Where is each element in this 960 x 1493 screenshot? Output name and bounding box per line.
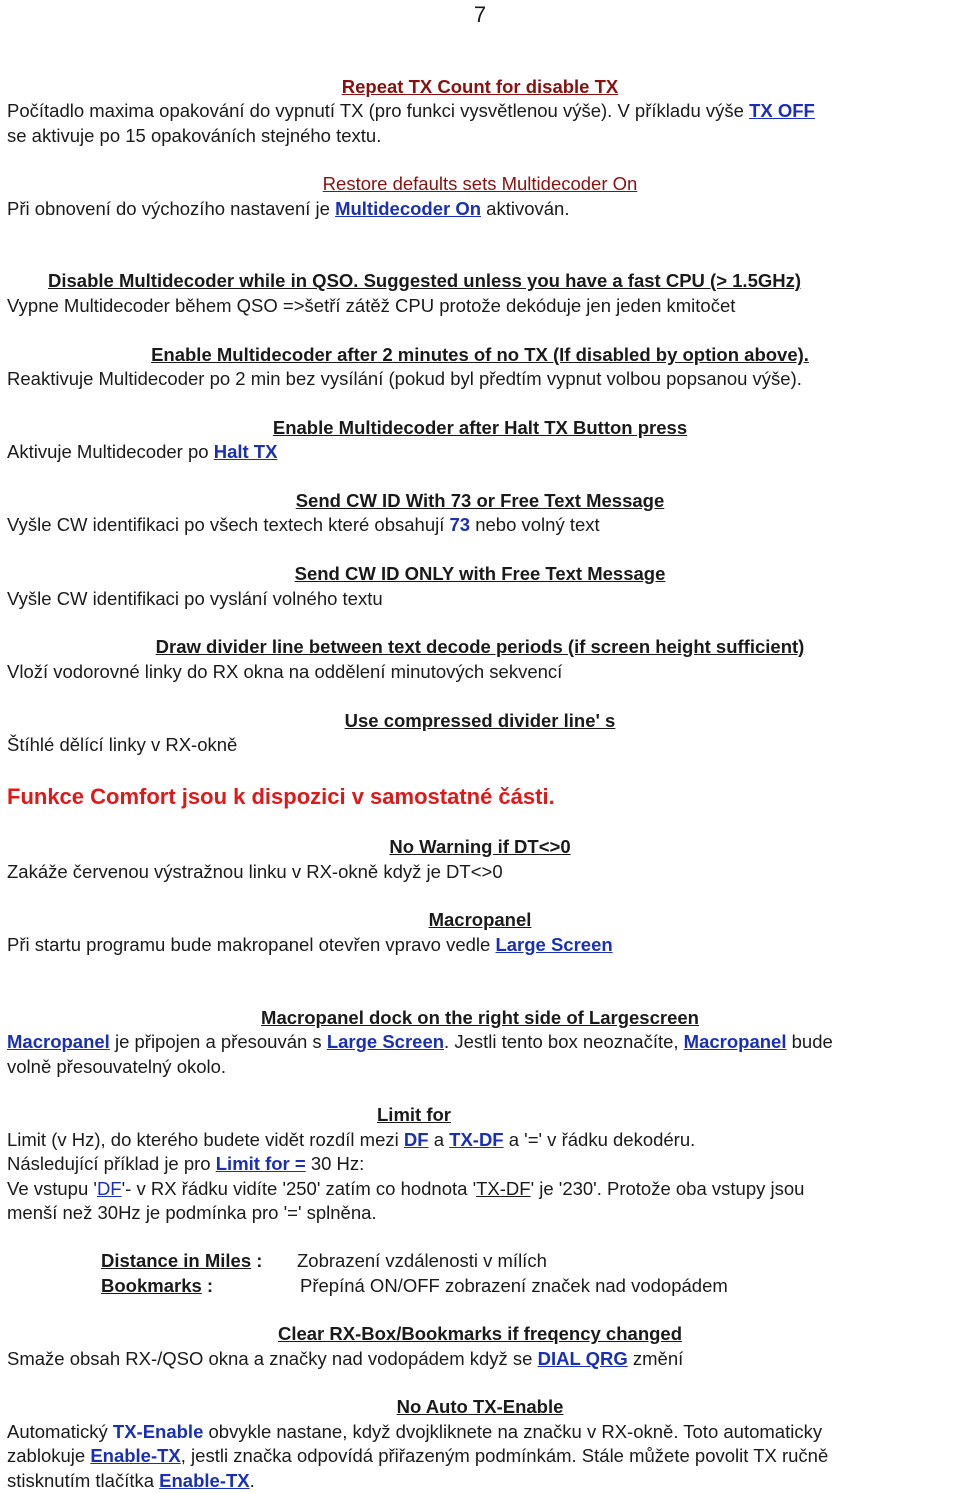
text-run: 30 Hz:	[305, 1153, 365, 1174]
text-run: Ve vstupu '	[7, 1178, 97, 1199]
paragraph-line	[7, 1347, 683, 1371]
link-df[interactable]: DF	[96, 1178, 122, 1199]
text-run: ' je '230'. Protože oba vstupy jsou	[530, 1178, 805, 1199]
text-run: .	[249, 1470, 255, 1491]
text-run: Smaže obsah RX-/QSO okna a značky nad vodopádem když se	[7, 1348, 538, 1369]
heading-limit-for: Limit for	[377, 1104, 451, 1125]
paragraph-line: Vyšle CW identifikaci po vyslání volného textu	[7, 588, 383, 609]
paragraph-line	[7, 513, 600, 537]
paragraph-line	[7, 440, 277, 464]
link-large-screen[interactable]: Large Screen	[326, 1031, 445, 1052]
text-run: nebo volný text	[470, 514, 600, 535]
paragraph-line	[7, 1177, 804, 1201]
bookmarks-row	[101, 1274, 213, 1298]
text-run: je připojen a přesouván s	[109, 1031, 327, 1052]
link-df[interactable]: DF	[403, 1129, 429, 1150]
paragraph-line: volně přesouvatelný okolo.	[7, 1056, 227, 1077]
heading-clear-rx-box: Clear RX-Box/Bookmarks if freqency changed	[277, 1323, 683, 1344]
bookmarks-label: Bookmarks	[101, 1275, 202, 1296]
text-run: zablokuje	[7, 1445, 91, 1466]
text-run: Vyšle CW identifikaci po všech textech které obsahují	[7, 514, 450, 535]
text-run: , jestli značka odpovídá přiřazeným podmínkám. Stále můžete povolit TX ručně	[180, 1445, 829, 1466]
heading-enable-after-2-min: Enable Multidecoder after 2 minutes of no TX (If disabled by option above).	[151, 344, 809, 365]
paragraph-line: Vypne Multidecoder během QSO =>šetří zátěž CPU protože dekóduje jen jeden kmitočet	[7, 295, 736, 316]
text-run: Následující příklad je pro	[7, 1153, 216, 1174]
text-run: a	[428, 1129, 450, 1150]
heading-no-warning-dt: No Warning if DT<>0	[389, 836, 571, 857]
heading-no-auto-tx-enable: No Auto TX-Enable	[396, 1396, 564, 1417]
text-run: Automatický	[7, 1421, 113, 1442]
paragraph-line	[7, 933, 613, 957]
heading-draw-divider-line: Draw divider line between text decode periods (if screen height sufficient)	[155, 636, 805, 657]
text-run: obvykle nastane, když dvojkliknete na značku v RX-okně. Toto automaticky	[203, 1421, 823, 1442]
paragraph-line	[7, 1030, 833, 1054]
heading-send-cw-id-73: Send CW ID With 73 or Free Text Message	[295, 490, 665, 511]
link-macropanel[interactable]: Macropanel	[683, 1031, 787, 1052]
paragraph-line: menší než 30Hz je podmínka pro '=' splněna.	[7, 1202, 377, 1223]
text-run: Limit (v Hz), do kterého budete vidět rozdíl mezi	[7, 1129, 404, 1150]
link-enable-tx[interactable]: Enable-TX	[90, 1445, 181, 1466]
text-tx-df: TX-DF	[476, 1178, 531, 1199]
heading-compressed-divider: Use compressed divider line' s	[344, 710, 616, 731]
bookmarks-text: Přepíná ON/OFF zobrazení značek nad vodopádem	[300, 1275, 728, 1296]
link-macropanel[interactable]: Macropanel	[7, 1031, 110, 1052]
paragraph-line	[7, 1469, 255, 1493]
paragraph-line	[7, 1128, 695, 1152]
text-tx-enable: TX-Enable	[112, 1421, 204, 1442]
text-run: změní	[627, 1348, 684, 1369]
distance-in-miles-label: Distance in Miles	[101, 1250, 252, 1271]
heading-macropanel-dock: Macropanel dock on the right side of Largescreen	[261, 1007, 699, 1028]
text-run: Při startu programu bude makropanel otevřen vpravo vedle	[7, 934, 496, 955]
link-dial-qrg[interactable]: DIAL QRG	[537, 1348, 628, 1369]
distance-in-miles-row	[101, 1249, 262, 1273]
paragraph-line: Zakáže červenou výstražnou linku v RX-okně když je DT<>0	[7, 861, 503, 882]
comfort-notice: Funkce Comfort jsou k dispozici v samostatné části.	[7, 784, 555, 809]
text-run: bude	[786, 1031, 833, 1052]
link-multidecoder-on[interactable]: Multidecoder On	[335, 198, 482, 219]
heading-macropanel: Macropanel	[428, 909, 532, 930]
text-run: Při obnovení do výchozího nastavení je	[7, 198, 336, 219]
text-73: 73	[449, 514, 471, 535]
paragraph-line: Štíhlé dělící linky v RX-okně	[7, 734, 238, 755]
text-run: :	[251, 1250, 263, 1271]
distance-in-miles-text: Zobrazení vzdálenosti v mílích	[297, 1250, 547, 1271]
link-tx-off[interactable]: TX OFF	[749, 100, 815, 121]
text-run: :	[201, 1275, 214, 1296]
paragraph-line	[7, 99, 815, 123]
heading-send-cw-id-only: Send CW ID ONLY with Free Text Message	[294, 563, 666, 584]
heading-disable-multidecoder: Disable Multidecoder while in QSO. Suggested unless you have a fast CPU (> 1.5GHz)	[48, 270, 802, 291]
paragraph-line	[7, 1420, 822, 1444]
paragraph-line: Vloží vodorovné linky do RX okna na oddělení minutových sekvencí	[7, 661, 563, 682]
text-run: aktivován.	[481, 198, 570, 219]
paragraph-line: Reaktivuje Multidecoder po 2 min bez vysílání (pokud byl předtím vypnut volbou popsanou výše).	[7, 368, 802, 389]
paragraph-line	[7, 1444, 828, 1468]
heading-restore-defaults: Restore defaults sets Multidecoder On	[322, 173, 638, 194]
heading-enable-after-halt: Enable Multidecoder after Halt TX Button press	[272, 417, 688, 438]
text-run: Aktivuje Multidecoder po	[7, 441, 214, 462]
text-run: '- v RX řádku vidíte '250' zatím co hodnota '	[121, 1178, 477, 1199]
heading-repeat-tx-count: Repeat TX Count for disable TX	[341, 76, 619, 97]
link-enable-tx[interactable]: Enable-TX	[159, 1470, 250, 1491]
link-halt-tx[interactable]: Halt TX	[213, 441, 278, 462]
paragraph-line	[7, 1152, 364, 1176]
link-large-screen[interactable]: Large Screen	[495, 934, 613, 955]
page-number: 7	[473, 2, 487, 27]
link-tx-df[interactable]: TX-DF	[449, 1129, 504, 1150]
link-limit-for[interactable]: Limit for =	[215, 1153, 306, 1174]
text-run: stisknutím tlačítka	[7, 1470, 160, 1491]
text-run: . Jestli tento box neoznačíte,	[444, 1031, 684, 1052]
paragraph-line: se aktivuje po 15 opakováních stejného textu.	[7, 125, 382, 146]
text-run: Počítadlo maxima opakování do vypnutí TX (pro funkci vysvětlenou výše). V příkladu výše	[7, 100, 750, 121]
paragraph-line	[7, 197, 569, 221]
text-run: a '=' v řádku dekodéru.	[503, 1129, 696, 1150]
